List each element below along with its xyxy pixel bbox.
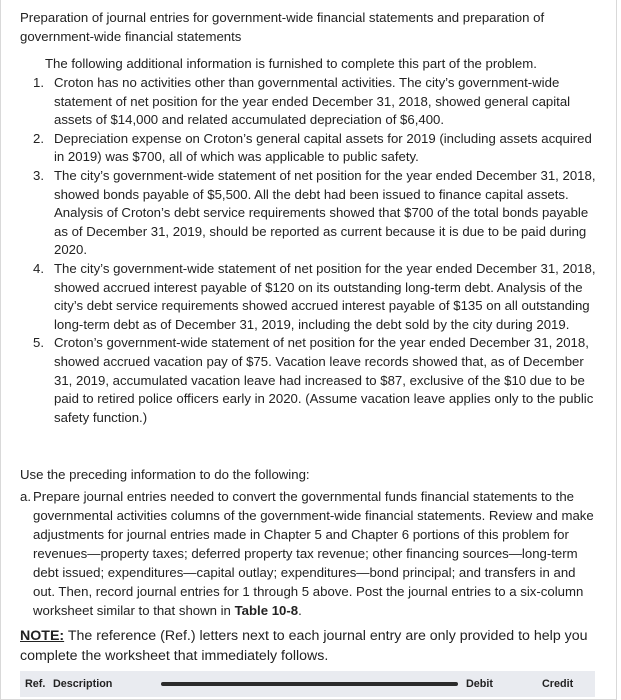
description-column-header: Description [53, 678, 113, 690]
list-item [33, 167, 599, 260]
part-a [20, 487, 595, 620]
part-a-body [20, 487, 595, 620]
credit-column-header: Credit [542, 678, 574, 690]
ref-column-header: Ref. [25, 678, 46, 690]
item-text: The city’s government-wide statement of net position for the year ended December 31, 2018, showed accrued interest payable of $120 on its outstanding long-term debt. Analysis of the city’s debt service requirements showed accrued interest payable of $135 on all outstanding long-term debt as of December 31, 2019, including the debt sold by the city during 2019. [54, 260, 596, 332]
part-a-end: . [298, 603, 302, 618]
table-reference: Table 10-8 [234, 603, 299, 618]
list-item [33, 334, 599, 427]
intro-text: The following additional information is furnished to complete this part of the problem. [45, 56, 537, 71]
additional-info-list [33, 74, 599, 427]
part-a-text: Prepare journal entries needed to convert the governmental funds financial statements to the governmental activities columns of the government-wide financial statements. Review and make adjustments for journal entries made in Chapter 5 and Chapter 6 portions of this problem for revenues—property taxes; deferred property tax revenue; other financing sources—long-term debt issued; expenditures—capital outlay; expenditures—bond principal; and transfers in and out. Then, record journal entries for 1 through 5 above. Post the journal entries to a six-column worksheet similar to that shown in [33, 489, 594, 618]
item-text: The city’s government-wide statement of net position for the year ended December 31, 2018, showed bonds payable of $5,500. All the debt had been issued to finance capital assets. Analysis of Croton’s debt service requirements showed that $700 of the total bonds payable as of December 31, 2019, should be reported as current because it is due to be paid during 2020. [54, 167, 596, 258]
part-a-letter: a. [20, 489, 31, 504]
item-number: 1. [33, 75, 44, 90]
list-item [33, 260, 599, 334]
item-number: 2. [33, 130, 44, 146]
redaction-bar [161, 682, 458, 686]
instructions-lead: Use the preceding information to do the following: [20, 467, 310, 482]
list-item [33, 130, 599, 167]
journal-table-header [20, 671, 595, 697]
item-number: 5. [33, 335, 44, 351]
item-number: 3. [33, 167, 44, 183]
debit-column-header: Debit [466, 678, 493, 690]
note-text: The reference (Ref.) letters next to each journal entry are only provided to help you complete the worksheet that immediately follows. [20, 628, 588, 664]
list-item [33, 74, 599, 130]
note [20, 626, 605, 666]
item-text: Croton has no activities other than governmental activities. The city’s government-wide statement of net position for the year ended December 31, 2018, showed general capital assets of $14,000 and related accumulated depreciation of $6,400. [54, 75, 571, 128]
item-number: 4. [33, 260, 44, 276]
note-label: NOTE: [20, 628, 65, 644]
item-text: Croton’s government-wide statement of net position for the year ended December 31, 2018, showed accrued vacation pay of $75. Vacation leave records showed that, as of December 31, 2019, accumulated vacation leave had increased to $87, exclusive of the $10 due to be paid to retired police officers early in 2020. (Assume vacation leave applies only to the public safety function.) [54, 335, 594, 425]
item-text: Depreciation expense on Croton’s general capital assets for 2019 (including assets acquired in 2019) was $700, all of which was applicable to public safety. [54, 130, 592, 165]
problem-heading: Preparation of journal entries for government-wide financial statements and preparation of government-wide financial statements [20, 10, 545, 44]
